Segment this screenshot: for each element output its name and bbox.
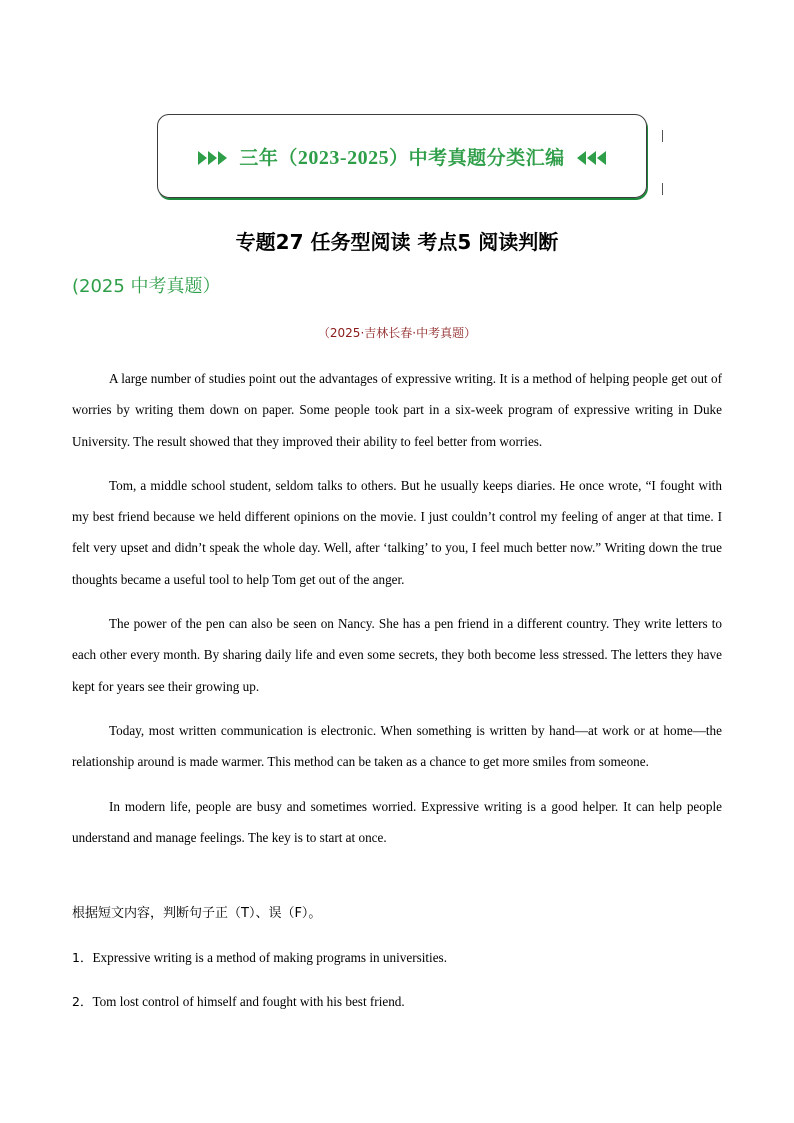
instruction-text: 根据短文内容，判断句子正（T）、误（F）。 xyxy=(72,906,322,921)
passage-paragraph: Tom, a middle school student, seldom talks to others. But he usually keeps diaries. He once wrote, “I fought with my best friend because we held different opinions on the movie. I just couldn’t control my feeling of anger at that time. I felt very upset and didn’t speak the whole day. Well, after ‘talking’ to you, I feel much better now.” Writing down the true thoughts became a useful tool to help Tom get out of the anger. xyxy=(72,477,722,587)
question-number: 2． xyxy=(72,994,93,1009)
question-source: （2025·吉林长春·中考真题） xyxy=(317,326,477,340)
banner-edge-mark xyxy=(662,130,663,142)
reading-passage xyxy=(72,363,722,866)
banner-prefix: 三年（ xyxy=(239,146,298,169)
question-text: Tom lost control of himself and fought with his best friend. xyxy=(92,994,405,1009)
banner-suffix: ）中考真题分类汇编 xyxy=(389,146,565,169)
passage-paragraph: The power of the pen can also be seen on Nancy. She has a pen friend in a different country. They write letters to each other every month. By sharing daily life and even some secrets, they both become less stressed. The letters they have kept for years see their growing up. xyxy=(72,616,722,694)
banner-edge-mark xyxy=(662,183,663,195)
question-item xyxy=(72,948,447,966)
question-text: Expressive writing is a method of making programs in universities. xyxy=(92,950,447,965)
question-item xyxy=(72,992,405,1010)
passage-paragraph: Today, most written communication is electronic. When something is written by hand—at work or at home—the relationship around is made warmer. This method can be taken as a chance to get more smiles from someone. xyxy=(72,722,722,770)
topic-title: 专题27 任务型阅读 考点5 阅读判断 xyxy=(235,230,559,254)
triple-left-arrow-icon xyxy=(577,151,606,165)
section-label: (2025 中考真题） xyxy=(72,276,221,297)
triple-right-arrow-icon xyxy=(198,151,227,165)
banner-title xyxy=(198,143,605,170)
banner-years: 2023-2025 xyxy=(297,146,390,169)
passage-paragraph: In modern life, people are busy and sometimes worried. Expressive writing is a good helper. It can help people understand and manage feelings. The key is to start at once. xyxy=(72,798,722,845)
question-number: 1． xyxy=(72,950,93,965)
header-banner xyxy=(157,114,647,198)
passage-paragraph: A large number of studies point out the advantages of expressive writing. It is a method of helping people get out of worries by writing them down on paper. Some people took part in a six-week program of expressive writing in Duke University. The result showed that they improved their ability to feel better from worries. xyxy=(72,371,722,449)
